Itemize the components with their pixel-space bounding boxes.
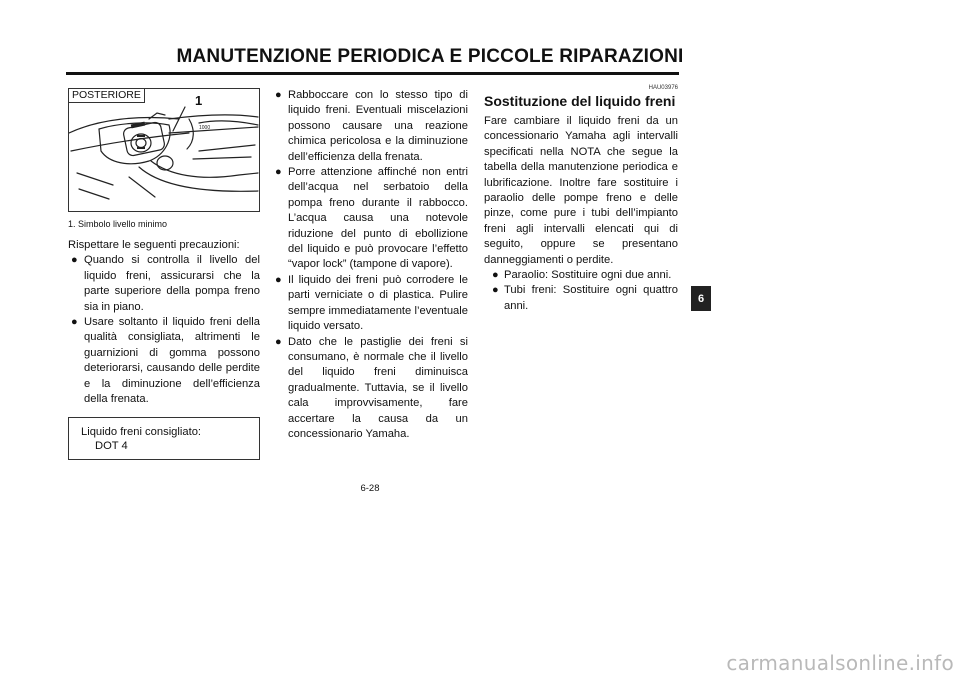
list-item: ● Il liquido dei freni può corrodere le parti verniciate o di plastica. Pulire sempre immediatamente l’eventuale liquido versato. — [275, 273, 468, 333]
section-code: HAU03976 — [648, 85, 678, 91]
list-item: ● Dato che le pastiglie dei freni si consumano, è normale che il livello del liquido freni diminuisca gradualmente. Tuttavia, se il livello cala improvvisamente, fare accertare la causa da un concessionario Yamaha. — [275, 335, 468, 440]
recommended-fluid-box — [68, 417, 260, 460]
left-column — [68, 88, 260, 460]
replacement-intervals-list — [484, 268, 678, 314]
bullet-icon: ● — [71, 254, 78, 267]
bullet-icon: ● — [275, 166, 282, 179]
figure-tag-posteriore: POSTERIORE — [69, 89, 145, 103]
list-item: ● Porre attenzione affinché non entri dell’acqua nel serbatoio della pompa freno durante il rabbocco. L’acqua causa una notevole riduzione del punto di ebollizione del liquido e può provocare l’effetto “vapor lock” (tampone di vapore). — [275, 166, 468, 271]
watermark: carmanualsonline.info — [726, 651, 954, 675]
bullet-icon: ● — [492, 269, 499, 282]
middle-column — [272, 88, 468, 442]
svg-text:1000: 1000 — [199, 125, 211, 131]
figure-caption: 1. Simbolo livello minimo — [68, 219, 168, 229]
section-body: Fare cambiare il liquido freni da un concessionario Yamaha agli intervalli specificati nella NOTA che segue la tabella della manutenzione periodica e lubrificazione. Inoltre fare sostituire i paraolio delle pompe freno e delle pinze, come pure i tubi dell’impianto freni agli intervalli elencati qui di seguito, oppure se presentano danneggiamenti o perdite. — [484, 115, 678, 266]
figure-callout-number: 1 — [195, 93, 203, 108]
recommended-fluid-value: DOT 4 — [95, 440, 128, 453]
page-title: MANUTENZIONE PERIODICA E PICCOLE RIPARAZIONI — [176, 46, 684, 67]
list-item: ● Tubi freni: Sostituire ogni quattro anni. — [492, 284, 678, 312]
rear-brake-reservoir-figure — [68, 88, 260, 212]
brake-reservoir-illustration — [69, 89, 259, 211]
precautions-intro: Rispettare le seguenti precauzioni: — [68, 239, 240, 251]
section-heading: Sostituzione del liquido freni — [484, 93, 676, 109]
right-column — [484, 84, 678, 314]
title-rule — [66, 72, 679, 75]
bullet-icon: ● — [275, 89, 282, 101]
bullet-icon: ● — [275, 335, 282, 348]
list-item: ● Rabboccare con lo stesso tipo di liquido freni. Eventuali miscelazioni possono causare una reazione chimica pericolosa e la diminuzione dell’efficienza della frenata. — [275, 89, 468, 163]
recommended-fluid-label: Liquido freni consigliato: — [81, 426, 202, 439]
bullet-icon: ● — [71, 316, 78, 329]
bullet-icon: ● — [275, 273, 282, 286]
precautions-list — [68, 253, 260, 407]
page-number: 6-28 — [360, 483, 380, 494]
list-item: ● Paraolio: Sostituire ogni due anni. — [484, 268, 678, 283]
bullet-icon: ● — [492, 284, 499, 297]
list-item: ● Usare soltanto il liquido freni della qualità consigliata, altrimenti le guarnizioni di gomma possono deteriorarsi, causando delle perdite e la diminuzione dell’efficienza della frenata. — [71, 316, 260, 406]
chapter-tab: 6 — [691, 286, 711, 311]
refill-notes-list — [272, 88, 468, 442]
list-item: ● Quando si controlla il livello del liquido freni, assicurarsi che la parte superiore della pompa freno sia in piano. — [71, 254, 260, 313]
